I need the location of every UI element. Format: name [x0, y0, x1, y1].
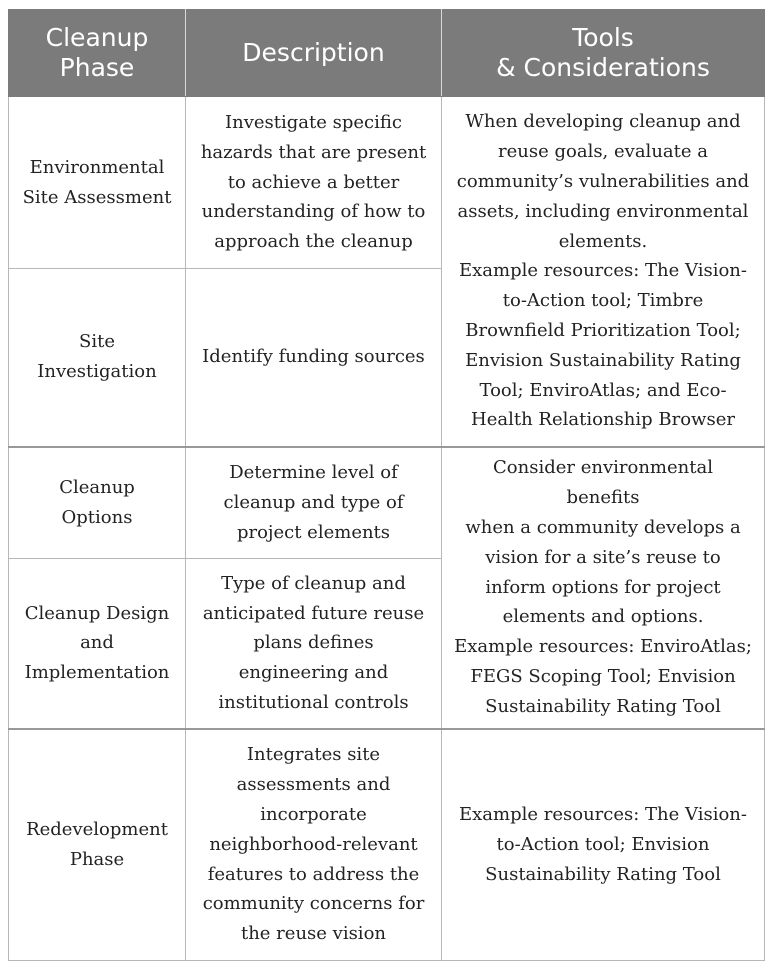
phase-cell: Cleanup Options: [9, 447, 186, 559]
tools-cell: Consider environmental benefits when a community develops a vision for a site’s reuse to inform options for project elements and options. Example resources: EnviroAtlas; FEGS Scoping Tool; Envision Sustainability Rating Tool: [442, 447, 765, 729]
table-row: [9, 97, 765, 269]
cleanup-phases-table: [8, 9, 765, 961]
table-row: [9, 729, 765, 961]
phase-cell: Cleanup Design and Implementation: [9, 559, 186, 729]
tools-cell: When developing cleanup and reuse goals, evaluate a community’s vulnerabilities and assets, including environmental elements. Example resources: The Vision- to-Action tool; Timbre Brownfield Prioritization Tool; Envision Sustainability Rating Tool; EnviroAtlas; and Eco- Health Relationship Browser: [442, 97, 765, 447]
header-row: [9, 10, 765, 97]
phase-cell: Redevelopment Phase: [9, 729, 186, 961]
description-cell: Integrates site assessments and incorporate neighborhood-relevant features to address the community concerns for the reuse vision: [186, 729, 442, 961]
header-description: Description: [186, 10, 442, 97]
table-row: [9, 447, 765, 559]
phase-cell: Site Investigation: [9, 269, 186, 447]
header-cleanup-phase: Cleanup Phase: [9, 10, 186, 97]
tools-cell: Example resources: The Vision- to-Action tool; Envision Sustainability Rating Tool: [442, 729, 765, 961]
description-cell: Type of cleanup and anticipated future reuse plans defines engineering and institutional controls: [186, 559, 442, 729]
description-cell: Investigate specific hazards that are present to achieve a better understanding of how to approach the cleanup: [186, 97, 442, 269]
description-cell: Determine level of cleanup and type of project elements: [186, 447, 442, 559]
description-cell: Identify funding sources: [186, 269, 442, 447]
header-tools-considerations: Tools & Considerations: [442, 10, 765, 97]
phase-cell: Environmental Site Assessment: [9, 97, 186, 269]
